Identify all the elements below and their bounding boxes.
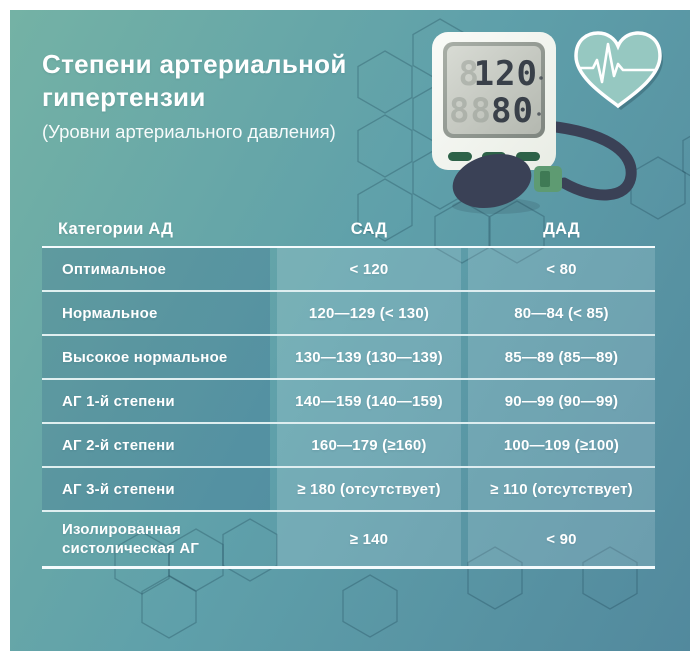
display-systolic-value: 120: [473, 54, 538, 94]
dad-cell: 90—99 (90—99): [468, 380, 655, 422]
display-dot-bottom: [537, 112, 541, 116]
column-header-sad: САД: [350, 219, 388, 238]
category-cell: Оптимальное: [42, 248, 270, 290]
dad-cell: < 90: [468, 512, 655, 566]
display-diastolic-value: 80: [491, 91, 534, 131]
sad-cell: 120—129 (< 130): [277, 292, 461, 334]
table-row: [42, 424, 655, 468]
table-row: [42, 512, 655, 569]
dad-cell: ≥ 110 (отсутствует): [468, 468, 655, 510]
column-header-dad: ДАД: [543, 219, 580, 238]
sad-cell: 140—159 (140—159): [277, 380, 461, 422]
dad-cell: 85—89 (85—89): [468, 336, 655, 378]
sad-cell: ≥ 180 (отсутствует): [277, 468, 461, 510]
bp-table: [42, 212, 655, 569]
sad-cell: 130—139 (130—139): [277, 336, 461, 378]
display-ghost-top: 8: [458, 54, 480, 94]
heart-ecg-icon: [572, 33, 664, 110]
table-row: [42, 336, 655, 380]
category-cell: АГ 2-й степени: [42, 424, 270, 466]
dad-cell: < 80: [468, 248, 655, 290]
sad-cell: ≥ 140: [277, 512, 461, 566]
table-row: [42, 292, 655, 336]
sad-cell: 160—179 (≥160): [277, 424, 461, 466]
page-subtitle: (Уровни артериального давления): [42, 121, 336, 142]
category-cell: Высокое нормальное: [42, 336, 270, 378]
display-dot-top: [539, 76, 543, 80]
table-row: [42, 468, 655, 512]
category-cell: Нормальное: [42, 292, 270, 334]
category-cell: АГ 1-й степени: [42, 380, 270, 422]
tube-connector-stripe: [540, 171, 550, 187]
dad-cell: 80—84 (< 85): [468, 292, 655, 334]
sad-cell: < 120: [277, 248, 461, 290]
dad-cell: 100—109 (≥100): [468, 424, 655, 466]
infographic-card: [10, 10, 690, 651]
display-ghost-bottom: 88: [449, 91, 492, 131]
table-row: [42, 380, 655, 424]
page-title: Степени артериальной гипертензии: [42, 49, 347, 112]
category-cell: АГ 3-й степени: [42, 468, 270, 510]
title-block: [42, 48, 382, 144]
table-header-row: [42, 212, 655, 248]
table-row: [42, 248, 655, 292]
column-header-category: Категории АД: [58, 219, 174, 238]
category-cell: Изолированная систолическая АГ: [62, 521, 200, 557]
